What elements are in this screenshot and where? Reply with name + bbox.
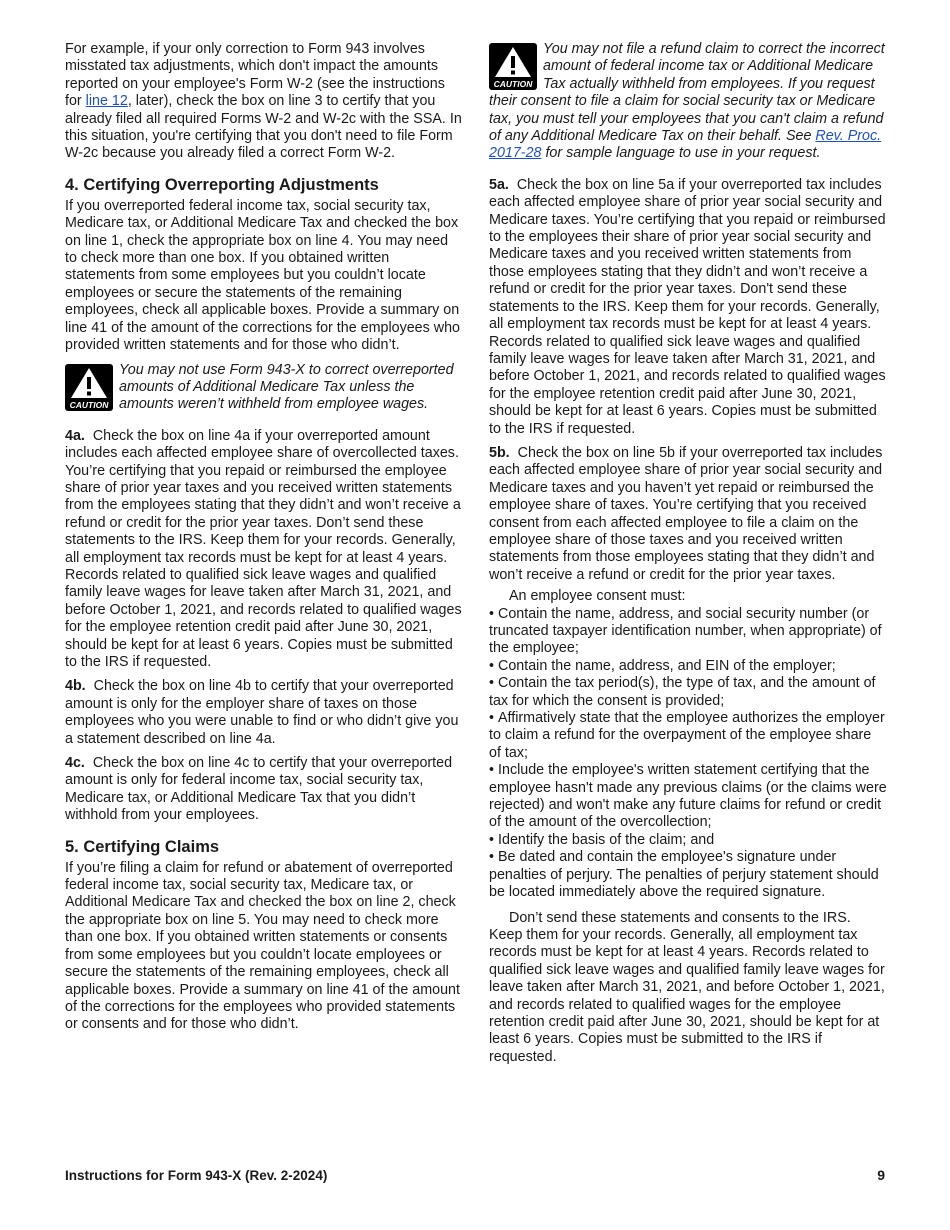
caution-icon-label: CAUTION bbox=[69, 399, 109, 410]
caution-note-right bbox=[489, 41, 887, 163]
intro-paragraph bbox=[65, 41, 463, 163]
section-4-paragraph: If you overreported federal income tax, social security tax, Medicare tax, or Additional Medicare Tax and checked the box on line 1, check the appropriate box on line 4. You may need to check more than one box. If you obtained written statements from some employees but you couldn’t locate employees or secure the statements of the remaining employees, check all applicable boxes. Provide a summary on line 41 of the amount of the corrections for the employees who provided written statements and for those who didn’t. bbox=[65, 197, 460, 354]
consent-requirement-text: Be dated and contain the employee's signature under penalties of perjury. The penalties of perjury statement should be located immediately above the required signature. bbox=[489, 849, 879, 901]
bullet-marker: • bbox=[489, 657, 495, 674]
consent-requirement-item bbox=[489, 849, 887, 901]
item-4a-text: Check the box on line 4a if your overreported amount includes each affected employee share of overcollected taxes. You’re certifying that you repaid or reimbursed the employee share of prior year taxes and you received written statements from the employees stating that they didn’t and won’t receive a refund or credit for the prior year taxes. Don’t send these statements to the IRS. Keep them for your records. Generally, all employment tax records must be kept for at least 4 years. Records related to qualified sick leave wages and qualified family leave wages for leave taken after March 31, 2021, and before October 1, 2021, and records related to qualified wages for the employee retention credit paid after June 30, 2021, should be kept for at least 6 years. Copies must be submitted to the IRS if requested. bbox=[65, 427, 462, 670]
consent-requirement-item bbox=[489, 675, 887, 710]
item-5b-label: 5b. bbox=[489, 444, 510, 461]
rev-proc-link[interactable]: Rev. Proc. 2017-28 bbox=[489, 128, 882, 162]
item-4c bbox=[65, 755, 463, 825]
item-4a bbox=[65, 428, 463, 672]
item-5a-label: 5a. bbox=[489, 176, 509, 193]
caution-text-end: for sample language to use in your request. bbox=[541, 145, 821, 162]
page-number: 9 bbox=[877, 1167, 885, 1183]
closing-paragraph: Don’t send these statements and consents to the IRS. Keep them for your records. Generally, all employment tax records must be kept for at least 4 years. Records related to qualified sick leave wages and qualified family leave wages for leave taken after March 31, 2021, and before October 1, 2021, and records related to qualified wages for the employee retention credit paid after June 30, 2021, should be kept for at least 6 years. Copies must be submitted to the IRS if requested. bbox=[489, 909, 885, 1065]
consent-requirement-text: Include the employee's written statement certifying that the employee hasn't made any previous claims (or the claims were rejected) and won't make any future claims for refund or credit of the amount of the overcollection; bbox=[489, 762, 887, 831]
bullet-marker: • bbox=[489, 710, 495, 727]
item-4c-text: Check the box on line 4c to certify that your overreported amount is only for federal income tax, social security tax, Medicare tax, or Additional Medicare Tax that you didn’t withhold from your employees. bbox=[65, 755, 453, 824]
footer-title: Instructions for Form 943-X (Rev. 2-2024) bbox=[65, 1168, 328, 1183]
intro-text-start: For example, if your only correction to Form 943 involves misstated tax adjustments, which don't impact the amounts reported on your employee's Form W-2 (see the instructions for bbox=[65, 41, 445, 110]
caution-icon-label: CAUTION bbox=[493, 79, 533, 89]
consent-requirements-list bbox=[489, 606, 887, 902]
section-5-heading: 5. Certifying Claims bbox=[65, 837, 220, 856]
consent-intro: An employee consent must: bbox=[509, 588, 686, 605]
item-4b-label: 4b. bbox=[65, 678, 86, 695]
bullet-marker: • bbox=[489, 849, 495, 866]
left-column bbox=[65, 41, 463, 1041]
consent-requirement-item bbox=[489, 832, 887, 849]
caution-text: You may not use Form 943-X to correct overreported amounts of Additional Medicare Tax unless the amounts weren’t withheld from employee wages. bbox=[119, 361, 454, 413]
caution-icon bbox=[65, 364, 113, 411]
item-5a-text: Check the box on line 5a if your overreported tax includes each affected employee share of prior year social security and Medicare taxes. You’re certifying that you repaid or reimbursed to the employees their share of prior year social security and Medicare taxes and you received written statements from those employees stating that they didn’t and won’t receive a refund or credit for the prior year taxes. Don't send these statements to the IRS. Keep them for your records. Generally, all employment tax records must be kept for at least 4 years. Records related to qualified sick leave wages and qualified family leave wages for leave taken after March 31, 2021, and before October 1, 2021, and records related to qualified wages for the employee retention credit paid after June 30, 2021, should be kept for at least 6 years. Copies must be submitted to the IRS if requested. bbox=[489, 176, 886, 437]
consent-requirement-item bbox=[489, 606, 887, 658]
item-5b-text: Check the box on line 5b if your overreported tax includes each affected employee share of prior year social security and Medicare taxes and you haven’t yet repaid or reimbursed the employee share of taxes. You’re certifying that you received consent from each affected employee to file a claim on the employee share of those taxes and you received written statements from those employees stating that they didn’t and won’t receive a refund or credit for the prior year taxes. bbox=[489, 444, 883, 583]
consent-requirement-text: Contain the name, address, and EIN of the employer; bbox=[498, 657, 836, 674]
item-4b-text: Check the box on line 4b to certify that your overreported amount is only for the employer share of taxes on those employees who you were unable to find or who didn’t give you a statement described on line 4a. bbox=[65, 678, 459, 747]
consent-requirement-item bbox=[489, 762, 887, 832]
item-4a-label: 4a. bbox=[65, 427, 85, 444]
right-column bbox=[489, 41, 887, 1073]
bullet-marker: • bbox=[489, 762, 495, 779]
item-5a bbox=[489, 177, 887, 438]
page-footer bbox=[65, 1167, 885, 1187]
consent-requirement-text: Affirmatively state that the employee authorizes the employer to claim a refund for the overpayment of the employee share of tax; bbox=[489, 710, 885, 761]
item-4b bbox=[65, 678, 463, 748]
consent-requirement-text: Identify the basis of the claim; and bbox=[498, 831, 715, 848]
bullet-marker: • bbox=[489, 605, 495, 622]
caution-icon bbox=[489, 43, 537, 90]
consent-requirement-text: Contain the name, address, and social security number (or truncated taxpayer identification number, when appropriate) of the employee; bbox=[489, 605, 882, 657]
consent-requirement-item bbox=[489, 710, 887, 762]
bullet-marker: • bbox=[489, 675, 495, 692]
consent-requirement-text: Contain the tax period(s), the type of tax, and the amount of tax for which the consent is provided; bbox=[489, 675, 876, 709]
caution-text-start: You may not file a refund claim to correct the incorrect amount of federal income tax or Additional Medicare Tax actually withheld from employees. If you request their consent to file a claim for social security tax or Medicare tax, you must tell your employees that you can't claim a refund of any Additional Medicare Tax on their behalf. See bbox=[489, 41, 885, 145]
caution-note-left bbox=[65, 362, 463, 414]
section-5-paragraph: If you’re filing a claim for refund or abatement of overreported federal income tax, social security tax, Medicare tax, or Additional Medicare Tax and checked the box on line 2, check the appropriate box on line 5. You may need to check more than one box. If you obtained written statements or consents from some employees but you couldn’t locate employees or secure the statements of the remaining employees, check all applicable boxes. Provide a summary on line 41 of the amount of the corrections for the employees who provided statements or consents and for those who didn’t. bbox=[65, 859, 460, 1033]
intro-text-end: , later), check the box on line 3 to certify that you already filed all required Forms W-2 and W-2c with the SSA. In this situation, you're certifying that you don't need to file Form W-2c because you already filed a correct Form W-2. bbox=[65, 93, 462, 162]
consent-requirement-item bbox=[489, 658, 887, 675]
item-4c-label: 4c. bbox=[65, 755, 85, 772]
line-12-link[interactable]: line 12 bbox=[85, 93, 128, 110]
bullet-marker: • bbox=[489, 831, 495, 848]
item-5b bbox=[489, 445, 887, 584]
section-4-heading: 4. Certifying Overreporting Adjustments bbox=[65, 175, 379, 194]
